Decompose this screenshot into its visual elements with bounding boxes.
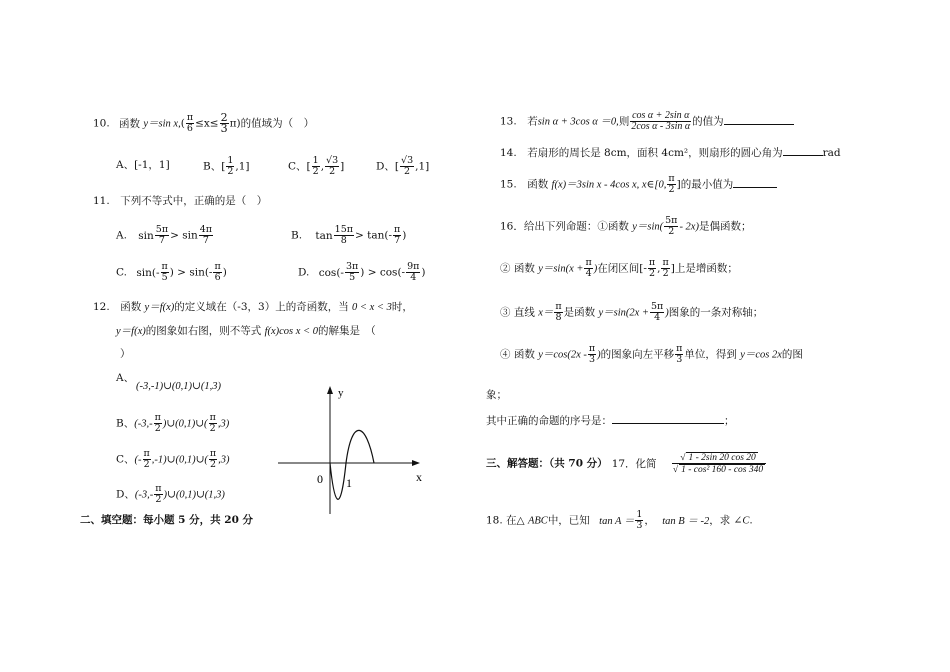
y-axis-arrow (327, 386, 333, 394)
question-17-expression: $\frac{√ 1 - 2\sin 20 \cos 20}{\text{√ 1 - cos² 160 - cos 340}}$ (672, 452, 766, 475)
x-axis-label: x (416, 470, 422, 484)
question-16-proposition-2: ② 函数 y＝sin(x + $\frac{\pi}{4}$ )在闭区间[- $\frac{\pi}{2}$ , $\frac{\pi}{2}$ ]上是增函数； (500, 257, 738, 279)
question-18: 18. 在△ ABC中，已知 tan A ＝ $\frac{1}{3}$ ， tan B ＝ -2，求 ∠C. (486, 509, 753, 531)
question-16-answer-line: 其中正确的命题的序号是： ； (486, 415, 735, 427)
question-16-tail: 象； (486, 389, 507, 401)
x-axis-arrow (412, 460, 420, 466)
question-11-stem: 11. 下列不等式中，正确的是（ ） (93, 195, 268, 207)
function-graph (270, 382, 430, 522)
question-11-option-b: B. tan $\frac{15\pi}{8}$ > tan(- $\frac{\pi}{7}$ ) (291, 224, 407, 246)
question-12-line3: ） (120, 348, 131, 360)
question-10-option-b: B、[ $\frac{1}{2}$ ,1] (203, 155, 250, 177)
question-10-option-c: C、[ $\frac{1}{2}$ , $\frac{√3}{2}$ ] (288, 155, 345, 177)
section-2-heading: 二、填空题：每小题 5 分，共 20 分 (80, 514, 254, 526)
question-10-stem: 10. 函数 y＝sin x,( $\frac{\pi}{6}$ ≤x≤ $\frac{2}{3}$ π)的值域为（ ） (93, 111, 315, 135)
function-curve (330, 430, 374, 499)
question-11-option-c: C. sin(- $\frac{\pi}{5}$ ) > sin(- $\frac{\pi}{6}$ ) (116, 261, 227, 283)
section-3-and-question-17: 三、解答题：（共 70 分） 17．化简 $\frac{√ 1 - 2\sin 20 \cos 20}{\text{√ 1 - cos² 160 - cos 340}}$ (486, 452, 767, 475)
y-axis-label: y (338, 387, 344, 399)
question-12-option-a-label: A、 (116, 372, 135, 384)
x-one-label: 1 (346, 476, 352, 490)
question-14: 14. 若扇形的周长是 8cm，面积 4cm²，则扇形的圆心角为 rad (500, 147, 841, 159)
question-12-option-a: (-3,-1)∪(0,1)∪(1,3) (136, 381, 221, 392)
question-16-proposition-3: ③ 直线 x＝ $\frac{\pi}{8}$ 是函数 y＝sin(2x + $\frac{5\pi}{4}$ )图象的一条对称轴； (500, 301, 764, 323)
question-12-option-b: B、(-3,- $\frac{\pi}{2}$ )∪(0,1)∪( $\frac{\pi}{2}$ ,3) (116, 412, 230, 434)
question-16-stem: 16．给出下列命题：①函数 y＝sin( $\frac{5\pi}{2}$ - 2x)是偶函数； (500, 215, 752, 237)
question-16-proposition-4: ④ 函数 y＝cos(2x - $\frac{\pi}{3}$ )的图象向左平移 $\frac{\pi}{3}$ 单位，得到 y＝cos 2x的图 (500, 343, 803, 365)
fraction: $\frac{2}{3}$ (220, 111, 228, 135)
question-10-option-d: D、[ $\frac{√3}{2}$ ,1] (376, 155, 430, 177)
question-13: 13. 若sin α + 3cos α ＝0,则 $\frac{\text{cos α + 2sin α}}{\text{2cos α - 3sin α}}$ 的值为 (500, 111, 794, 132)
question-12-option-c: C、(- $\frac{\pi}{2}$ ,-1)∪(0,1)∪( $\frac{\pi}{2}$ ,3) (116, 448, 230, 470)
origin-label: 0 (317, 472, 323, 486)
question-11-option-a: A. sin $\frac{5\pi}{7}$ > sin $\frac{4\pi}{7}$ (116, 224, 213, 246)
question-10-option-a: A、[-1，1] (116, 159, 170, 171)
question-12-line1: 12. 函数 y＝f(x)的定义域在（-3，3）上的奇函数，当 0 < x < 3时， (93, 301, 413, 313)
fraction: $\frac{\pi}{6}$ (186, 112, 194, 134)
question-15: 15. 函数 f(x)＝3sin x - 4cos x, x∈[0, $\frac{\pi}{2}$ ]的最小值为 (500, 174, 777, 195)
question-11-option-d: D. cos(- $\frac{3\pi}{5}$ ) > cos(- $\frac{9\pi}{4}$ ) (298, 261, 426, 283)
question-12-option-d: D、(-3,- $\frac{\pi}{2}$ )∪(0,1)∪(1,3) (116, 483, 225, 505)
question-12-line2: y＝f(x)的图象如右图，则不等式 f(x)cos x < 0的解集是 （ (116, 325, 376, 337)
